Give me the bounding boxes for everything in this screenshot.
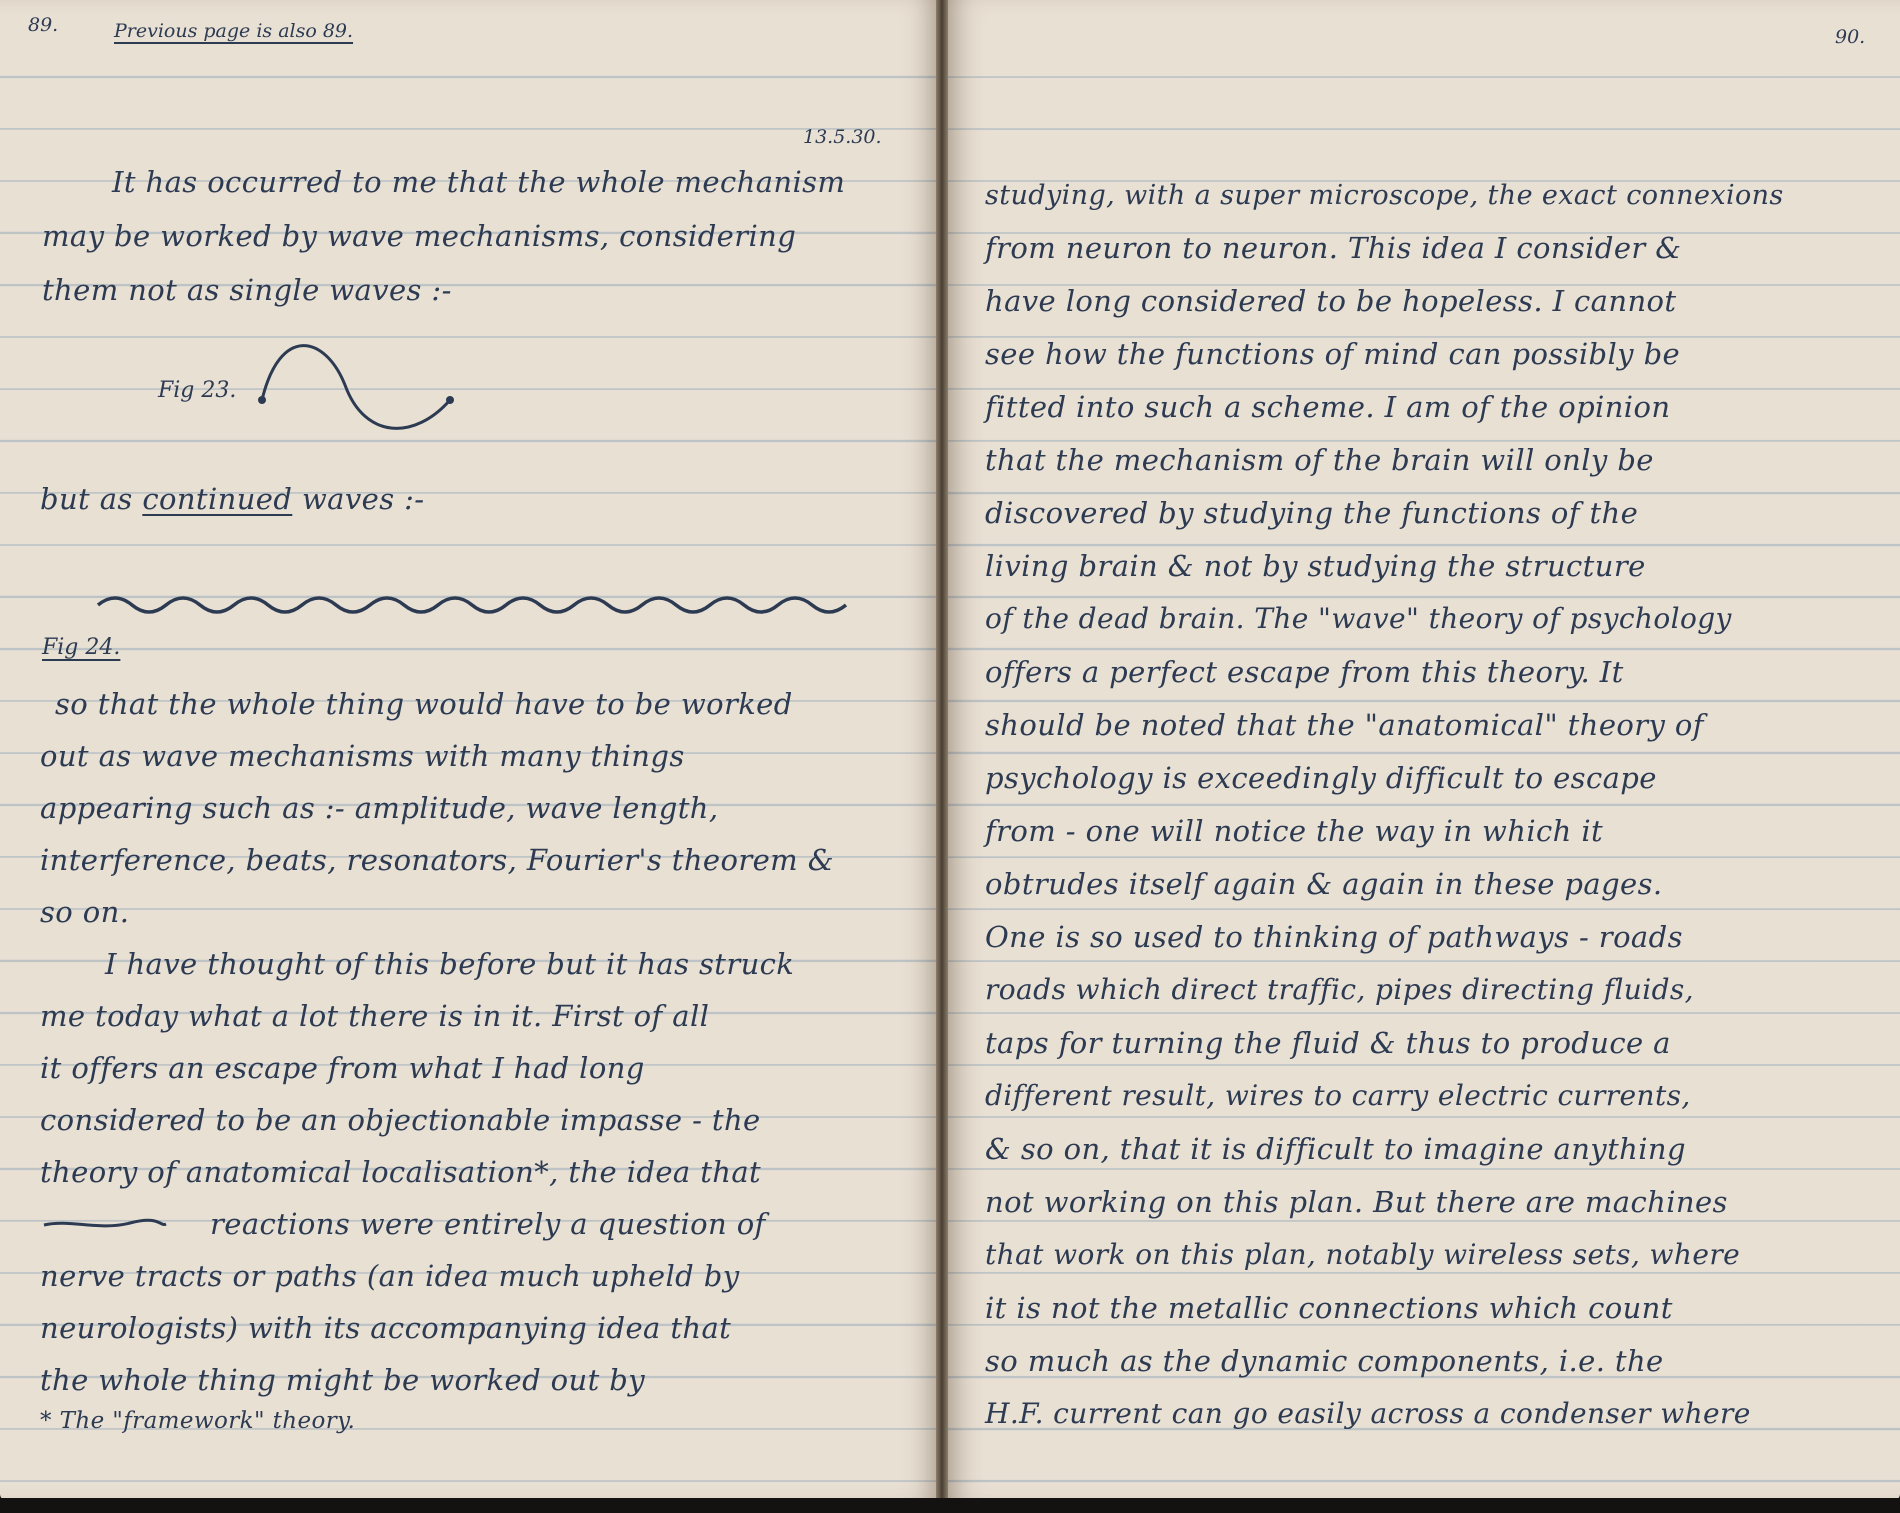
text-line: nerve tracts or paths (an idea much upheld by <box>40 1259 740 1293</box>
page-bottom-edge <box>0 1498 1900 1513</box>
text-line: from neuron to neuron. This idea I consider & <box>985 231 1682 265</box>
text-line: roads which direct traffic, pipes directing fluids, <box>985 973 1694 1006</box>
text-line: neurologists) with its accompanying idea that <box>40 1311 732 1345</box>
text-line: discovered by studying the functions of the <box>985 496 1639 530</box>
text-line: of the dead brain. The "wave" theory of psychology <box>985 602 1732 635</box>
text-line: offers a perfect escape from this theory. It <box>985 655 1624 689</box>
text-line: that work on this plan, notably wireless sets, where <box>985 1238 1741 1271</box>
text-line: that the mechanism of the brain will only be <box>985 443 1654 477</box>
fig24-continued-wave <box>90 585 860 625</box>
fig23-single-wave <box>250 345 470 445</box>
text-line: studying, with a super microscope, the exact connexions <box>985 180 1784 211</box>
text-line: the whole thing might be worked out by <box>40 1363 646 1397</box>
text-line: have long considered to be hopeless. I cannot <box>985 284 1677 318</box>
text-line: should be noted that the "anatomical" theory of <box>985 708 1704 742</box>
text-line: taps for turning the fluid & thus to produce a <box>985 1026 1671 1060</box>
text-line: psychology is exceedingly difficult to escape <box>985 761 1657 795</box>
header-note: Previous page is also 89. <box>114 20 354 42</box>
struck-out-word <box>40 1215 170 1235</box>
text-fragment: but as <box>40 482 133 516</box>
text-line: It has occurred to me that the whole mechanism <box>112 165 846 199</box>
text-line: so that the whole thing would have to be worked <box>55 687 793 721</box>
fig24-label: Fig 24. <box>42 635 121 660</box>
continued-underlined: continued <box>142 482 293 516</box>
text-line: H.F. current can go easily across a condenser where <box>985 1397 1751 1430</box>
text-line: it offers an escape from what I had long <box>40 1051 645 1085</box>
text-line: & so on, that it is difficult to imagine anything <box>985 1132 1686 1166</box>
text-line: them not as single waves :- <box>42 273 452 307</box>
text-fragment: waves :- <box>301 482 425 516</box>
text-line: see how the functions of mind can possibly be <box>985 337 1681 371</box>
text-line: different result, wires to carry electric currents, <box>985 1079 1691 1112</box>
text-line: from - one will notice the way in which it <box>985 814 1604 848</box>
text-line: fitted into such a scheme. I am of the opinion <box>985 390 1671 424</box>
text-line: reactions were entirely a question of <box>210 1207 766 1241</box>
text-line: interference, beats, resonators, Fourier's theorem & <box>40 843 834 877</box>
fig23-label: Fig 23. <box>158 378 237 403</box>
text-line: obtrudes itself again & again in these pages. <box>985 867 1663 901</box>
book-gutter <box>936 0 948 1500</box>
text-line: appearing such as :- amplitude, wave length, <box>40 791 719 825</box>
footnote: * The "framework" theory. <box>40 1408 356 1434</box>
text-line: so much as the dynamic components, i.e. the <box>985 1344 1664 1378</box>
entry-date: 13.5.30. <box>803 126 882 148</box>
text-line: not working on this plan. But there are machines <box>985 1185 1728 1219</box>
left-page-number: 89. <box>28 14 59 36</box>
right-page <box>946 0 1900 1500</box>
text-line <box>40 482 425 516</box>
text-line: I have thought of this before but it has struck <box>105 947 795 981</box>
text-line: theory of anatomical localisation*, the idea that <box>40 1155 762 1189</box>
text-line: considered to be an objectionable impasse - the <box>40 1103 761 1137</box>
text-line: may be worked by wave mechanisms, considering <box>42 219 797 253</box>
text-line: out as wave mechanisms with many things <box>40 739 685 773</box>
text-line: me today what a lot there is in it. First of all <box>40 999 710 1033</box>
text-line: it is not the metallic connections which count <box>985 1291 1673 1325</box>
text-line: so on. <box>40 895 130 929</box>
right-page-number: 90. <box>1835 26 1866 48</box>
text-line: One is so used to thinking of pathways - roads <box>985 920 1683 954</box>
text-line: living brain & not by studying the structure <box>985 549 1646 583</box>
